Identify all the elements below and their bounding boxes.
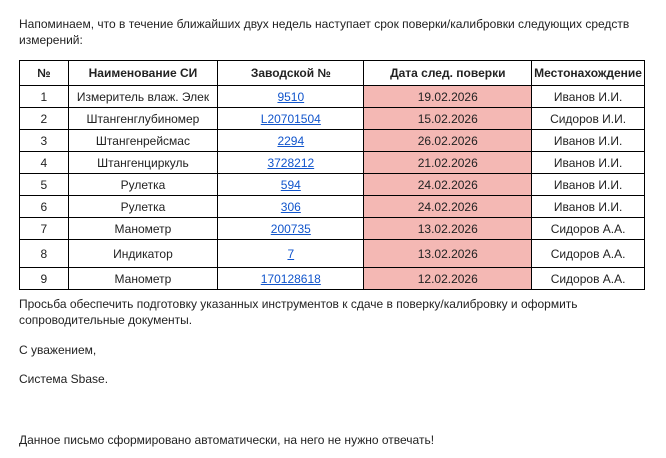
table-row [20,130,645,152]
row-num: 8 [20,240,69,268]
row-num: 4 [20,152,69,174]
row-name: Штангенрейсмас [68,130,218,152]
row-location: Сидоров А.А. [532,268,645,290]
footer-note: Данное письмо сформировано автоматически, на него не нужно отвечать! [19,433,435,447]
row-date: 15.02.2026 [364,108,532,130]
row-location: Сидоров А.А. [532,218,645,240]
serial-link[interactable]: 7 [287,246,295,261]
table-row [20,174,645,196]
intro-text: Напоминаем, что в течение ближайших двух недель наступает срок поверки/калибровки следующих средств измерений: [19,17,630,47]
row-date: 13.02.2026 [364,240,532,268]
row-serial [218,174,364,196]
serial-link[interactable]: L20701504 [260,111,321,126]
header-num: № [20,61,69,86]
header-name: Наименование СИ [68,61,218,86]
row-num: 5 [20,174,69,196]
row-name: Индикатор [68,240,218,268]
row-location: Иванов И.И. [532,196,645,218]
row-serial [218,196,364,218]
row-num: 2 [20,108,69,130]
row-location: Иванов И.И. [532,174,645,196]
row-name: Рулетка [68,174,218,196]
table-header-row [20,61,645,86]
table-row [20,152,645,174]
row-date: 21.02.2026 [364,152,532,174]
row-num: 1 [20,86,69,108]
table-row [20,108,645,130]
row-location: Сидоров И.И. [532,108,645,130]
row-date: 26.02.2026 [364,130,532,152]
row-num: 7 [20,218,69,240]
serial-link[interactable]: 3728212 [267,155,315,170]
row-date: 24.02.2026 [364,196,532,218]
table-row [20,86,645,108]
row-name: Измеритель влаж. Элек [68,86,218,108]
regards-text: С уважением, [19,343,97,357]
row-location: Иванов И.И. [532,86,645,108]
serial-link[interactable]: 2294 [277,133,305,148]
serial-link[interactable]: 306 [280,199,301,214]
row-name: Манометр [68,268,218,290]
serial-link[interactable]: 9510 [277,89,305,104]
row-num: 6 [20,196,69,218]
row-serial [218,240,364,268]
serial-link[interactable]: 594 [280,177,301,192]
row-location: Иванов И.И. [532,130,645,152]
row-serial [218,86,364,108]
table-row [20,218,645,240]
row-name: Манометр [68,218,218,240]
row-location: Иванов И.И. [532,152,645,174]
row-date: 13.02.2026 [364,218,532,240]
table-row [20,196,645,218]
row-location: Сидоров А.А. [532,240,645,268]
header-serial: Заводской № [218,61,364,86]
row-num: 9 [20,268,69,290]
row-name: Рулетка [68,196,218,218]
row-serial [218,108,364,130]
row-serial [218,130,364,152]
row-num: 3 [20,130,69,152]
row-date: 12.02.2026 [364,268,532,290]
signature-text: Система Sbase. [19,372,109,386]
row-name: Штангенциркуль [68,152,218,174]
table-row [20,268,645,290]
row-serial [218,268,364,290]
row-serial [218,218,364,240]
row-serial [218,152,364,174]
request-text: Просьба обеспечить подготовку указанных инструментов к сдаче в поверку/калибровку и оформить сопроводительные документы. [19,297,578,327]
row-name: Штангенглубиномер [68,108,218,130]
serial-link[interactable]: 170128618 [260,271,321,286]
row-date: 19.02.2026 [364,86,532,108]
serial-link[interactable]: 200735 [270,221,311,236]
row-date: 24.02.2026 [364,174,532,196]
header-date: Дата след. поверки [364,61,532,86]
calibration-table [19,60,645,290]
table-row [20,240,645,268]
header-location: Местонахождение [532,61,645,86]
